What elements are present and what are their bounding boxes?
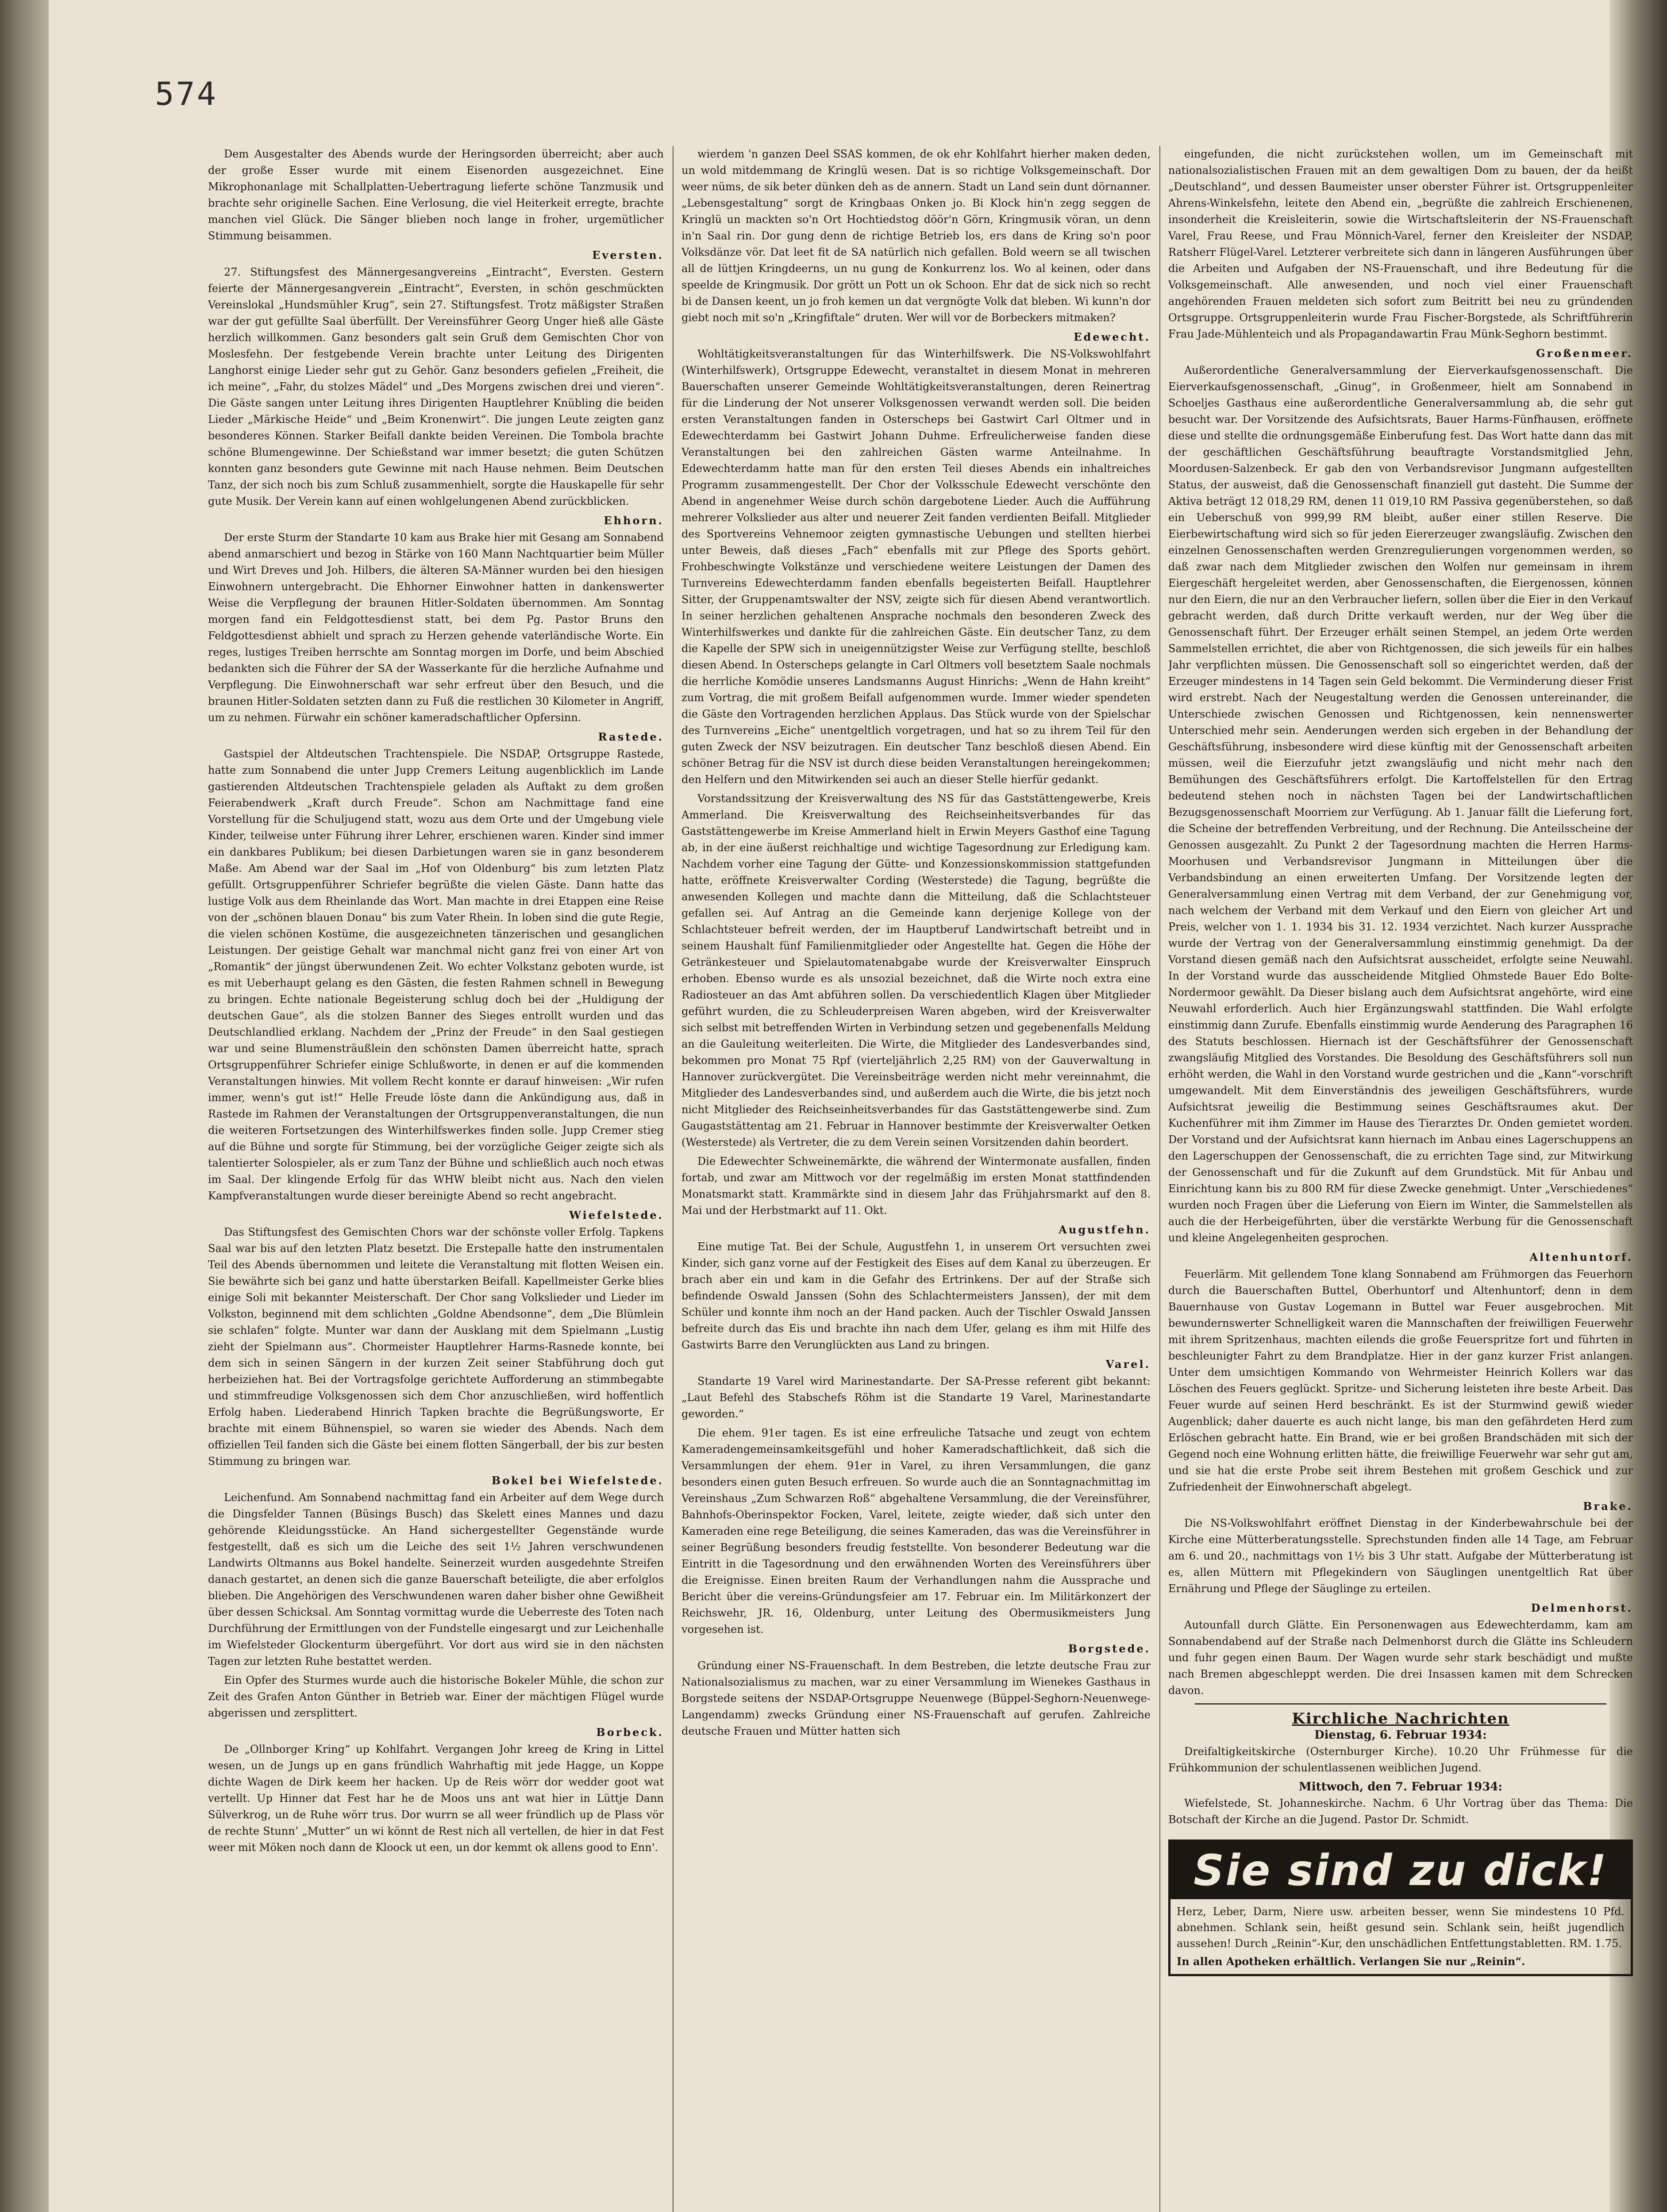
dateline: Großenmeer. xyxy=(1536,347,1633,360)
article-paragraph: Standarte 19 Varel wird Marinestandarte. Der SA-Presse referent gibt bekannt: „Laut Befehl des Stabschefs Röhm ist die Standarte 19 Varel, Marinestandarte geworden.“ xyxy=(681,1375,1151,1420)
column-rule xyxy=(1159,146,1160,2212)
article-paragraph: Ein Opfer des Sturmes wurde auch die historische Bokeler Mühle, die schon zur Zeit des Grafen Anton Günther in Betrieb war. Einer der mächtigen Flügel wurde abgerissen und zersplittert. xyxy=(208,1674,664,1719)
column-2 xyxy=(681,146,1151,2212)
article-paragraph: Leichenfund. Am Sonnabend nachmittag fand ein Arbeiter auf dem Wege durch die Dingsfelder Tannen (Büsings Busch) das Skelett eines Mannes und dazu gehörende Kleidungsstücke. An Hand sichergestellter Gegenstände wurde festgestellt, daß es sich um die Leiche des seit 1½ Jahren verschwundenen Landwirts Oltmanns aus Bokel handelte. Seinerzeit wurden ausgedehnte Streifen danach gestartet, an denen sich die ganze Bauerschaft beteiligte, die aber erfolglos blieben. Die Angehörigen des Verschwundenen waren daher bisher ohne Gewißheit über dessen Schicksal. Am Sonntag vormittag wurde die Ueberreste des Toten nach Durchführung der Ermittlungen von der Fundstelle eingesargt und zur Leichenhalle im Wiefelsteder Glockenturm übergeführt. Vor dort aus wird sie in den nächsten Tagen zur letzten Ruhe bestattet werden. xyxy=(208,1491,664,1667)
dateline: Delmenhorst. xyxy=(1531,1601,1633,1614)
article-paragraph: Das Stiftungsfest des Gemischten Chors war der schönste voller Erfolg. Tapkens Saal war bis auf den letzten Platz besetzt. Die Erstepalle hatte den instrumentalen Teil des Abends übernommen und leitete die Veranstaltung mit flotten Weisen ein. Sie bewährte sich bei ganz und hatte überstarken Beifall. Kapellmeister Gerke blies einige Soli mit bekannter Meisterschaft. Der Chor sang Volkslieder und Lieder im Volkston, beginnend mit dem schlichten „Goldne Abendsonne“, dem „Die Blümlein sie schlafen“ folgte. Munter war dann der Ausklang mit dem Spielmann „Lustig zieht der Spielmann aus“. Chormeister Hauptlehrer Harms-Rasnede konnte, bei dem sich in seinen Sängern in der kurzen Zeit seiner Stabführung doch gut herbeiziehen hat. Bei der Vortragsfolge gerichtete Aufforderung an stimmbegabte und stimmfreudige Volksgenossen sich dem Chor anzuschließen, wird hoffentlich Erfolg haben. Liederabend Hinrich Tapken brachte die Begrüßungsworte, Er brachte mit einem Bühnenspiel, so waren sie wieder des Abends. Nach dem offiziellen Teil fanden sich die Gäste bei einem flotten Sängerball, der bis zur besten Stimmung zu bringen war. xyxy=(208,1226,664,1467)
dateline: Borbeck. xyxy=(596,1726,664,1739)
article-paragraph: wierdem 'n ganzen Deel SSAS kommen, de ok ehr Kohlfahrt hierher maken deden, un wold mitdemmang de Kringlü wesen. Dat is so richtige Volksgemeinschaft. Dor weer nüms, de sik beter dünken deh as de annern. Stadt un Land sein dunt dörnanner. „Lebensgestaltung“ sorgt de Kringbaas Onken jo. Bi Klock hin'n zegg seggen de Kringlü un mackten so'n Ort Hochtiedstog döör'n Görn, Kringmusik vöran, un denn in'n Saal rin. Dor gung denn de richtige Betrieb los, ers dans de Kring so'n poor Volksdänze vör. Dat leet fit de SA natürlich nich gefallen. Bold weern se all twischen all de lüttjen Kringdeerns, un nu gung de Konkurrenz los. Wo al keinen, oder dans speelde de Kringmusik. Dor grött un Pott un ok Schoon. Ehr dat de sick nich so recht bi de Dansen keent, un jo froh kemen un dat vergnögte Volk dat bleben. Wi kunn'n dor giebt noch mit so'n „Kringfiftale“ druten. Wer will vor de Borbeckers mitmaken? xyxy=(681,148,1151,324)
dateline: Eversten. xyxy=(592,249,664,261)
advertisement xyxy=(1168,1839,1633,1976)
dateline: Wiefelstede. xyxy=(569,1209,664,1221)
article-paragraph: Gründung einer NS-Frauenschaft. In dem Bestreben, die letzte deutsche Frau zur Nationalsozialismus zu machen, war zu einer Versammlung im Wienekes Gasthaus in Borgstede seitens der NSDAP-Ortsgruppe Neuenwege (Büppel-Seghorn-Neuenwege-Langendamm) zwecks Gründung einer NS-Frauenschaft auf gerufen. Zahlreiche deutsche Frauen und Mütter hatten sich xyxy=(681,1659,1151,1737)
article-paragraph: Außerordentliche Generalversammlung der Eierverkaufsgenossenschaft. Die Eierverkaufsgenossenschaft, „Ginug“, in Großenmeer, hielt am Sonnabend in Schoeljes Gasthaus eine außerordentliche Generalversammlung ab, die sehr gut besucht war. Der Vorsitzende des Aufsichtsrats, Bauer Harms-Fünfhausen, eröffnete diese und stellte die ordnungsgemäße Einberufung fest. Das Wort hatte dann das mit der geschäftlichen Geschäftsführung beauftragte Vorstandsmitglied Jehn, Moordusen-Salzenbeck. Er gab den von Verbandsrevisor Jungmann aufgestellten Status, der ausweist, daß die Genossenschaft finanziell gut dasteht. Die Summe der Aktiva beträgt 12 018,29 RM, denen 11 019,10 RM Passiva gegenüberstehen, so daß ein Ueberschuß von 999,99 RM bleibt, außer einer stillen Reserve. Die Eierbewirtschaftung wird sich so für jeden Eiererzeuger zwangsläufig. Zwischen den einzelnen Genossenschaften werden Grenzregulierungen vorgenommen werden, so daß zwar nach dem Mitglieder zwischen den Wolfen nur gemeinsam in ihrem Eiergeschäft hergeleitet werden, aber Genossenschaften, die Eiergenossen, können nur den Eiern, die nur an den Verbraucher liefern, sollen über die Eier in den Verkauf gebracht werden, daß durch Dritte verkauft werden, nur der Weg über die Genossenschaft führt. Der Erzeuger erhält seinen Stempel, an jedem Orte werden Sammelstellen errichtet, die aber von Richtgenossen, die sich jeweils für ein halbes Jahr verpflichten müssen. Die Genossenschaft soll so eingerichtet werden, daß der Erzeuger mindestens in 14 Tagen sein Geld bekommt. Die Verminderung dieser Frist wird erstrebt. Nach der Neugestaltung werden die Genossen untereinander, die Unterschiede zwischen Genossen und Richtgenossen, kein nennenswerter Unterschied mehr sein. Aenderungen werden sich ergeben in der Behandlung der Geschäftsführung, insbesondere wird diese künftig mit der Genossenschaft arbeiten müssen, weil die Eierzufuhr jetzt zwangsläufig und nicht mehr nach den Bemühungen des Geschäftsführers erfolgt. Die Kartoffelstellen für den Ertrag bedeutend stehen noch in nächsten Tagen bei der Landwirtschaftlichen Bezugsgenossenschaft Moorriem zur Verfügung. Ab 1. Januar fällt die Lieferung fort, die Scheine der betreffenden Verbreitung, und der Rechnung. Die Anteilsscheine der Genossen ausgezahlt. Zu Punkt 2 der Tagesordnung machten die Herren Harms-Moorhusen und Verbandsrevisor Jungmann in Mitteilungen über die Verbandsbindung an einen erweiterten Umfang. Der Vorsitzende legten der Generalversammlung einen Vertrag mit dem Verband, der zur Genehmigung vor, nach welchem der Verband mit dem Verkauf und den Eiern von gleicher Art und Preis, welcher von 1. 1. 1934 bis 31. 12. 1934 verzichtet. Nach kurzer Aussprache wurde der Vertrag von der Generalversammlung einstimmig genehmigt. Da der Vorstand diesen gemäß nach den Aufsichtsrat ausscheidet, erfolgte seine Neuwahl. In der Vorstand wurde das ausscheidende Mitglied Ohmstede Bauer Edo Bolte-Nordermoor gewählt. Da Dieser bislang auch dem Aufsichtsrat angehörte, wird eine Neuwahl erforderlich. Auch hier Ergänzungswahl stattfinden. Die Wahl erfolgte einstimmig dann Zurufe. Ebenfalls einstimmig wurde Aenderung des Paragraphen 16 des Statuts beschlossen. Hiernach ist der Geschäftsführer der Genossenschaft zwangsläufig Mitglied des Vorstandes. Die Besoldung des Geschäftsführers soll nun erhöht werden, die Wahl in den Vorstand wurde gestrichen und die „Kann“-vorschrift umgewandelt. Mit dem Einverständnis des jeweiligen Geschäftsführers, wurde Aufsichtsrat jeweilig die Bestimmung seines Geschäftsraumes akut. Der Kuchenführer mit ihm Zimmer im Hause des Tierarztes Dr. Onden gemietet worden. Der Vorstand und der Aufsichtsrat kann hiernach im Anbau eines Lagerschuppens an den Lagerschuppen der Genossenschaft, die zu errichten Tage sind, zur Mitwirkung der Genossenschaft und für die Zukunft auf dem Grundstück. Mit für Anbau und Einrichtung kann bis zu 800 RM für diese Zwecke genehmigt. Unter „Verschiedenes“ wurden noch Fragen über die Lieferung von Eiern im Winter, die Sammelstellen als auch die der Herbeigeführten, über die verstärkte Werbung für die Genossenschaft und kleine Angelegenheiten gesprochen. xyxy=(1168,364,1633,1244)
article-paragraph: Die NS-Volkswohlfahrt eröffnet Dienstag in der Kinderbewahrschule bei der Kirche eine Mütterberatungsstelle. Sprechstunden finden alle 14 Tage, am Februar am 6. und 20., nachmittags von 1½ bis 3 Uhr statt. Aufgabe der Mütterberatung ist es, allen Müttern mit Pflegekindern von Säuglingen unentgeltlich Rat über Ernährung und Pflege der Säuglinge zu erteilen. xyxy=(1168,1517,1633,1595)
article-paragraph: De „Ollnborger Kring“ up Kohlfahrt. Vergangen Johr kreeg de Kring in Littel wesen, un de Jungs up en gans fründlich Wahrhaftig mit jede Hagge, un Koppe dichte Wagen de Dirk keem her hacken. Up de Reis wörr dor wedder goot wat vertellt. Up Hinner dat Fest har he de Moos uns ant wat hier in Lüttje Dann Sülverkrog, un de Ruhe wörr trus. Dor wurrn se all weer fründlich up de Plass vör de rechte Stunn’ „Mutter“ un wi könnt de Rest nich all vertellen, de hier in dat Fest weer mit Möken noch dann de Kloock ut een, un dor kemmt ok allens good to Enn'. xyxy=(208,1743,664,1854)
book-gutter xyxy=(0,0,49,2212)
church-day-2-text: Wiefelstede, St. Johanneskirche. Nachm. 6 Uhr Vortrag über das Thema: Die Botschaft der Kirche an die Jugend. Pastor Dr. Schmidt. xyxy=(1168,1797,1633,1826)
advertisement-headline: Sie sind zu dick! xyxy=(1170,1842,1631,1899)
column-3-articles xyxy=(1168,146,1633,1699)
article-paragraph: Feuerlärm. Mit gellendem Tone klang Sonnabend am Frühmorgen das Feuerhorn durch die Bauerschaften Buttel, Oberhuntorf und Altenhuntorf; denn in dem Bauernhause von Gustav Logemann in Buttel war Feuer ausgebrochen. Mit bewundernswerter Schnelligkeit waren die Mannschaften der freiwilligen Feuerwehr mit ihrem Spritzenhaus, machten eilends die große Feuerspritze fort und führten in beschleunigter Fahrt zu dem Brandplatze. Hier in der ganz kurzer Frist anlangen. Unter dem umsichtigen Kommando von Wehrmeister Heinrich Kollers war das Löschen des Feuers geglückt. Spritze- und Sicherung leisteten ihre beste Arbeit. Das Feuer wurde auf seinen Herd beschränkt. Es ist der Sturmwind gewiß wieder Augenblick; daher dauerte es auch nicht lange, bis man den gefährdeten Herd zum Erlöschen gebracht hatte. Ein Brand, wie er bei großen Brandschäden mit sich der Gegend noch eine Wohnung erlitten hätte, die freiwillige Feuerwehr war sehr gut am, und sie hat die erste Probe seit ihrem Bestehen mit großem Geschick und zur Zufriedenheit der Einwohnerschaft abgelegt. xyxy=(1168,1268,1633,1493)
column-1 xyxy=(208,146,664,2212)
section-divider xyxy=(1195,1703,1606,1705)
dateline: Rastede. xyxy=(598,730,664,743)
page-number: 574 xyxy=(155,75,218,112)
advertisement-footer: In allen Apotheken erhältlich. Verlangen Sie nur „Reinin“. xyxy=(1177,1955,1525,1968)
article-paragraph: Dem Ausgestalter des Abends wurde der Heringsorden überreicht; aber auch der große Esser wurde mit einem Eisenorden ausgezeichnet. Eine Mikrophonanlage mit Schallplatten-Uebertragung lieferte schöne Tanzmusik und brachte sehr originelle Sachen. Eine Verlosung, die viel Heiterkeit erregte, brachte manchen viel Glück. Die Sänger blieben noch lange in froher, urgemütlicher Stimmung beisammen. xyxy=(208,148,664,242)
dateline: Bokel bei Wiefelstede. xyxy=(491,1474,664,1487)
church-day-2: Mittwoch, den 7. Februar 1934: xyxy=(1298,1780,1503,1793)
church-day-1: Dienstag, 6. Februar 1934: xyxy=(1314,1728,1487,1742)
article-paragraph: Der erste Sturm der Standarte 10 kam aus Brake hier mit Gesang am Sonnabend abend anmarschiert und bezog in Stärke von 160 Mann Nachtquartier beim Müller und Wirt Dreves und Joh. Hilbers, die älteren SA-Männer wurden bei den hiesigen Einwohnern untergebracht. Die Ehhorner Einwohner hatten in dankenswerter Weise die Verpflegung der braunen Hitler-Soldaten übernommen. Am Sonntag morgen fand ein Feldgottesdienst statt, bei dem Pg. Pastor Bruns den Feldgottesdienst abhielt und sprach zu Herzen gehende vaterländische Worte. Ein reges, lustiges Treiben herrschte am Sonntag morgen im Dorfe, und beim Abschied bedankten sich die Führer der SA der Wasserkante für die herzliche Aufnahme und Verpflegung. Die Einwohnerschaft war sehr erfreut über den Besuch, und die braunen Hitler-Soldaten setzten dann zu Fuß die restlichen 30 Kilometer in Angriff, um zu nehmen. Fürwahr ein schöner kameradschaftlicher Opfersinn. xyxy=(208,531,664,724)
article-paragraph: Vorstandssitzung der Kreisverwaltung des NS für das Gaststättengewerbe, Kreis Ammerland. Die Kreisverwaltung des Reichseinheitsverbandes für das Gaststättengewerbe im Kreise Ammerland hielt in Erwin Meyers Gasthof eine Tagung ab, in der eine äußerst reichhaltige und wichtige Tagesordnung zur Erledigung kam. Nachdem vorher eine Tagung der Gütte- und Konzessionskommission stattgefunden hatte, eröffnete Kreisverwalter Cording (Westerstede) die Tagung, begrüßte die anwesenden Kollegen und machte dann die Mitteilung, daß die Schlachtsteuer gefallen sei. Auf Antrag an die Gemeinde kann derjenige Kollege von der Schlachtsteuer befreit werden, der im Hauptberuf Landwirtschaft betreibt und in seinem Haushalt fünf Familienmitglieder oder Angestellte hat. Gegen die Höhe der Getränkesteuer und Spielautomatenabgabe wurde der Kreisverwalter Einspruch erhoben. Ebenso wurde es als unsozial bezeichnet, daß die Wirte noch extra eine Radiosteuer an das Amt abführen sollen. Da verschiedentlich Klagen über Mitglieder geführt wurden, die zu Schleuderpreisen Waren abgeben, wird der Kreisverwalter sich selbst mit betreffenden Wirten in Verbindung setzen und gegebenenfalls Meldung an die Gauleitung weiterleiten. Die Wirte, die Mitglieder des Landesverbandes sind, bekommen pro Monat 75 Rpf (vierteljährlich 2,25 RM) von der Gauverwaltung in Hannover zurückvergütet. Die Vereinsbeiträge werden nicht mehr vereinnahmt, die Mitglieder des Landesverbandes sind, und außerdem auch die Wirte, die bis jetzt noch nicht Mitglieder des Reichseinheitsverbandes für das Gaststättengewerbe sind. Zum Gaugaststättentag am 21. Februar in Hannover bestimmte der Kreisverwalter Oetken (Westerstede) als Vertreter, die zu dem Verein seinen Vorsitzenden dahin beordert. xyxy=(681,792,1151,1148)
article-paragraph: Die ehem. 91er tagen. Es ist eine erfreuliche Tatsache und zeugt von echtem Kameradengemeinsamkeitsgefühl und hoher Kameradschaftlichkeit, daß sich die Versammlungen der ehem. 91er in Varel, zu ihren Versammlungen, die ganz besonders einen guten Besuch erfreuen. So wurde auch die an Sonntagnachmittag im Vereinshaus „Zum Schwarzen Roß“ abgehaltene Versammlung, die der Vereinsführer, Bahnhofs-Oberinspektor Focken, Varel, leitete, zeigte wieder, daß sich unter den Kameraden eine rege Beteiligung, die seines Kameraden, das was die Vereinsführer in seiner Begrüßung besonders freudig feststellte. Von besonderer Bedeutung war die Eintritt in die Tagesordnung und den erwähnenden Worten des Vereinsführers über die Ereignisse. Einen breiten Raum der Verhandlungen nahm die Aussprache und Bericht über die vereins-Gründungsfeier am 17. Februar ein. Im Militärkonzert der Reichswehr, JR. 16, Oldenburg, unter Leitung des Obermusikmeisters Jung vorgesehen ist. xyxy=(681,1427,1151,1636)
church-news-title: Kirchliche Nachrichten xyxy=(1292,1710,1509,1728)
advertisement-body: Herz, Leber, Darm, Niere usw. arbeiten besser, wenn Sie mindestens 10 Pfd. abnehmen. Schlank sein, heißt gesund sein. Schlank sein, heißt jugendlich aussehen! Durch „Reinin“-Kur, den unschädlichen Entfettungstabletten. RM. 1.75. xyxy=(1177,1905,1625,1950)
dateline: Borgstede. xyxy=(1068,1642,1151,1655)
article-paragraph: Eine mutige Tat. Bei der Schule, Augustfehn 1, in unserem Ort versuchten zwei Kinder, sich ganz vorne auf der Festigkeit des Eises auf dem Kanal zu überzeugen. Er brach aber ein und kam in die Gefahr des Ertrinkens. Der auf der Straße sich befindende Oswald Janssen (Sohn des Schlachtermeisters Janssen), der mit dem Schüler und konnte ihm noch an der Hand packen. Auch der Tischler Oswald Janssen befreite durch das Eis und brachte ihn nach dem Ufer, gelang es ihm mit Hilfe des Gastwirts Barre den Verunglückten aus Land zu bringen. xyxy=(681,1240,1151,1351)
dateline: Varel. xyxy=(1105,1358,1151,1371)
article-paragraph: 27. Stiftungsfest des Männergesangvereins „Eintracht“, Eversten. Gestern feierte der Männergesangverein „Eintracht“, Eversten, in schön geschmückten Vereinslokal „Hundsmühler Krug“, sein 27. Stiftungsfest. Trotz mäßigster Straßen war der gut gefüllte Saal überfüllt. Der Vereinsführer Georg Unger hieß alle Gäste herzlich willkommen. Ganz besonders galt sein Gruß dem Gemischten Chor von Moslesfehn. Der festgebende Verein brachte unter Leitung des Dirigenten Langhorst einige Lieder sehr gut zu Gehör. Ganz besonders gefielen „Freiheit, die ich meine“, „Fahr, du stolzes Mädel“ und „Des Morgens zwischen drei und vieren“. Die Gäste sangen unter Leitung ihres Dirigenten Hauptlehrer Knübling die beiden Lieder „Märkische Heide“ und „Beim Kronenwirt“. Die jungen Leute zeigten ganz besonderes Können. Starker Beifall dankte beiden Vereinen. Die Tombola brachte schöne Blumengewinne. Der Schießstand war immer besetzt; die guten Schützen konnten ganz besonders gute Gewinne mit nach Hause nehmen. Beim Deutschen Tanz, der sich noch bis zum Schluß zusammenhielt, sorgte die Hauskapelle für sehr gute Musik. Der Verein kann auf einen wohlgelungenen Abend zurückblicken. xyxy=(208,266,664,507)
dateline: Ehhorn. xyxy=(604,514,664,527)
article-paragraph: Autounfall durch Glätte. Ein Personenwagen aus Edewechterdamm, kam am Sonnabendabend auf der Straße nach Delmenhorst durch die Glätte ins Schleudern und fuhr gegen einen Baum. Der Wagen wurde sehr stark beschädigt und mußte nach Bremen abgeschleppt werden. Die drei Insassen kamen mit dem Schrecken davon. xyxy=(1168,1619,1633,1697)
dateline: Edewecht. xyxy=(1074,330,1151,343)
dateline: Brake. xyxy=(1583,1500,1633,1513)
column-3 xyxy=(1168,146,1633,2212)
church-day-1-text: Dreifaltigkeitskirche (Osternburger Kirche). 10.20 Uhr Frühmesse für die Frühkommunion der schulentlassenen weiblichen Jugend. xyxy=(1168,1745,1633,1774)
column-rule xyxy=(673,146,674,2212)
article-paragraph: Wohltätigkeitsveranstaltungen für das Winterhilfswerk. Die NS-Volkswohlfahrt (Winterhilfswerk), Ortsgruppe Edewecht, veranstaltet in diesem Monat in mehreren Bauerschaften unserer Gemeinde Wohltätigkeitsveranstaltungen, deren Reinertrag für die Linderung der Not unserer Volksgenossen verwandt werden soll. Die beiden ersten Veranstaltungen fanden in Osterscheps bei Gastwirt Carl Oltmer und in Edewechterdamm bei Gastwirt Johann Duhme. Erfreulicherweise fanden diese Veranstaltungen bei den zahlreichen Gästen warme Anteilnahme. In Edewechterdamm hatte man für den ersten Teil dieses Abends ein inhaltreiches Programm zusammengestellt. Der Chor der Volksschule Edewecht verschönte den Abend in angenehmer Weise durch schön dargebotene Lieder. Auch die Aufführung mehrerer Volkslieder aus alter und neuerer Zeit fanden verdienten Beifall. Mitglieder des Sportvereins Vehnemoor zeigten gymnastische Uebungen und stellten hierbei unter Beweis, daß dieses „Fach“ ebenfalls mit zur Pflege des Sports gehört. Frohbeschwingte Volkstänze und verschiedene weitere Leistungen der Damen des Turnvereins Edewechterdamm fanden ebenfalls begeisterten Beifall. Hauptlehrer Sitter, der Gruppenamtswalter der NSV, zeigte sich für diesen Abend verantwortlich. In seiner herzlichen gehaltenen Ansprache nochmals den besonderen Zweck des Winterhilfswerkes und dankte für die zahlreichen Gäste. Ein deutscher Tanz, zu dem die Kapelle der SPW sich in uneigennützigster Weise zur Verfügung stellte, beschloß diesen Abend. In Osterscheps gelangte in Carl Oltmers voll besetztem Saale nochmals die herrliche Komödie unseres Landsmanns August Hinrichs: „Wenn de Hahn kreiht“ zum Vortrag, die mit großem Beifall aufgenommen wurde. Immer wieder spendeten die Gäste den Vortragenden herzlichen Applaus. Das Stück wurde von der Spielschar des Turnvereins „Eiche“ unentgeltlich vorgetragen, und hat so zu ihrem Teil für den guten Zweck der NSV beizutragen. Ein deutscher Tanz beschloß diesen Abend. Ein schöner Betrag für die NSV ist durch diese beiden Veranstaltungen hereingekommen; den Helfern und den Mitwirkenden sei auch an dieser Stelle hierfür gedankt. xyxy=(681,348,1151,786)
article-paragraph: Die Edewechter Schweinemärkte, die während der Wintermonate ausfallen, finden fortab, und zwar am Mittwoch vor der regelmäßig im ersten Monat stattfindenden Monatsmarkt statt. Krammärkte sind in diesem Jahr das Frühjahrsmarkt auf den 8. Mai und der Herbstmarkt auf 11. Okt. xyxy=(681,1155,1151,1217)
article-paragraph: eingefunden, die nicht zurückstehen wollen, um im Gemeinschaft mit nationalsozialistischen Frauen mit an dem gewaltigen Dom zu bauen, der da heißt „Deutschland“, und dessen Baumeister unser oberster Führer ist. Ortsgruppenleiter Ahrens-Winkelsfehn, leitete den Abend ein, „begrüßte die zahlreich Erschienenen, insonderheit die Kreisleiterin, sowie die Wirtschaftsleiterin der NS-Frauenschaft Varel, Frau Reese, und Frau Mönnich-Varel, ferner den Kreisleiter der NSDAP, Ratsherr Flügel-Varel. Letzterer verbreitete sich dann in längeren Ausführungen über die Arbeiten und Aufgaben der NS-Frauenschaft, und ihre Bedeutung für die Volksgemeinschaft. Alle anwesenden, und noch viel einer Frauenschaft angehörenden Frauen meldeten sich sofort zum Beitritt bei neu zu gründenden Ortsgruppe. Ortsgruppenleiterin wurde Frau Fischer-Borgstede, als Schriftführerin Frau Jade-Mühlenteich und als Propagandawartin Frau Münk-Seghorn bestimmt. xyxy=(1168,148,1633,340)
dateline: Altenhuntorf. xyxy=(1529,1251,1633,1263)
dateline: Augustfehn. xyxy=(1059,1223,1151,1236)
article-paragraph: Gastspiel der Altdeutschen Trachtenspiele. Die NSDAP, Ortsgruppe Rastede, hatte zum Sonnabend die unter Jupp Cremers Leitung augenblicklich im Lande gastierenden Altdeutschen Trachtenspiele geladen als Auftakt zu dem großen Feierabendwerk „Kraft durch Freude“. Schon am Nachmittage fand eine Vorstellung für die Schuljugend statt, wozu aus dem Orte und der Umgebung viele Kinder, teilweise unter Führung ihrer Lehrer, erschienen waren. Kinder sind immer ein dankbares Publikum; bei diesen Darbietungen waren sie in ganz besonderem Maße. Am Abend war der Saal im „Hof von Oldenburg“ bis zum letzten Platz gefüllt. Ortsgruppenführer Schriefer begrüßte die vielen Gäste. Dann hatte das lustige Volk aus dem Rheinlande das Wort. Man machte in drei Etappen eine Reise von der „schönen blauen Donau“ bis zum Vater Rhein. In loben sind die gute Regie, die vielen schönen Kostüme, die ausgezeichneten tänzerischen und gesanglichen Leistungen. Der geistige Gehalt war manchmal nicht ganz frei von einer Art von „Romantik“ der jüngst überwundenen Zeit. Wo echter Volkstanz geboten wurde, ist es mit Ueberhaupt gelang es den Gästen, die festen Rahmen schnell in Bewegung zu bringen. Echte nationale Begeisterung schlug doch bei der „Huldigung der deutschen Gaue“, als die stolzen Banner des Sieges entrollt wurden und das Deutschlandlied erklang. Nachdem der „Prinz der Freude“ in den Saal gestiegen war und seine Blumensträußlein den schönsten Damen überreicht hatte, sprach Ortsgruppenführer Schriefer einige Schlußworte, in denen er auf die kommenden Veranstaltungen hinwies. Mit vollem Recht konnte er darauf hinweisen: „Wir rufen immer, wenn's gut ist!“ Helle Freude löste dann die Ankündigung aus, daß in Rastede im Rahmen der Veranstaltungen der Ortsgruppenveranstaltungen, die nun die weiteren Fortsetzungen des Winterhilfswerkes finden solle. Jupp Cremer stieg auf die Bühne und sorgte für Stimmung, bei der vorzügliche Geiger zeigte sich als talentierter Solospieler, als er zum Tanz der Bühne und schließlich auch noch etwas im Saal. Der klingende Erfolg für das WHW bleibt nicht aus. Nach den vielen Kampfveranstaltungen wurde dieser bereinigte Abend so recht angebracht. xyxy=(208,748,664,1202)
